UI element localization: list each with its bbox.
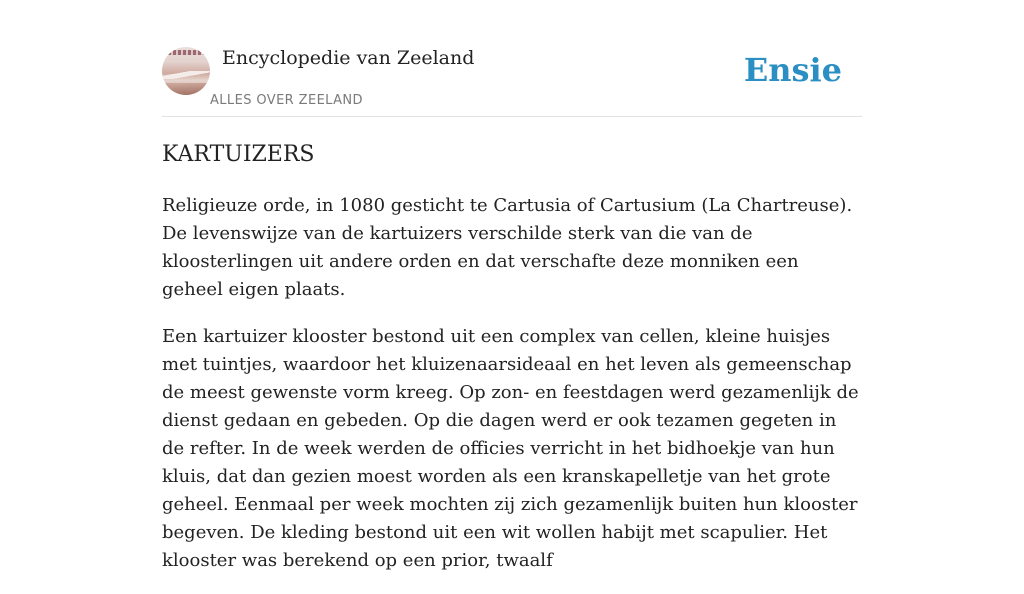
page-container: [162, 0, 862, 571]
avatar-image-detail: [162, 71, 210, 79]
entry-content: [162, 192, 862, 594]
site-avatar[interactable]: [162, 47, 210, 95]
avatar-image-detail: [162, 83, 210, 95]
site-title-link[interactable]: Encyclopedie van Zeeland: [222, 47, 475, 69]
entry-paragraph: Religieuze orde, in 1080 gesticht te Cartusia of Cartusium (La Chartreuse). De levenswijze van de kartuizers verschilde sterk van die van de kloosterlingen uit andere orden en dat verschafte deze monniken een geheel eigen plaats.: [162, 195, 853, 300]
ensie-logo-link[interactable]: Ensie: [743, 51, 842, 89]
entry-title: KARTUIZERS: [162, 142, 315, 167]
entry-paragraph: Een kartuizer klooster bestond uit een complex van cellen, kleine huisjes met tuintjes, waardoor het kluizenaarsideaal en het leven als gemeenschap de meest gewenste vorm kreeg. Op zon- en feestdagen werd gezamenlijk de dienst gedaan en gebeden. Op die dagen werd er ook tezamen gegeten in de refter. In de week werden de officies verricht in het bidhoekje van hun kluis, dat dan gezien moest worden als een kranskapelletje van het grote geheel. Eenmaal per week mochten zij zich gezamenlijk buiten hun klooster begeven. De kleding bestond uit een wit wollen habijt met scapulier. Het klooster was berekend op een prior, twaalf: [162, 326, 859, 571]
site-subtitle: ALLES OVER ZEELAND: [210, 93, 363, 108]
avatar-image-detail: [168, 50, 204, 55]
site-header: [162, 0, 862, 117]
